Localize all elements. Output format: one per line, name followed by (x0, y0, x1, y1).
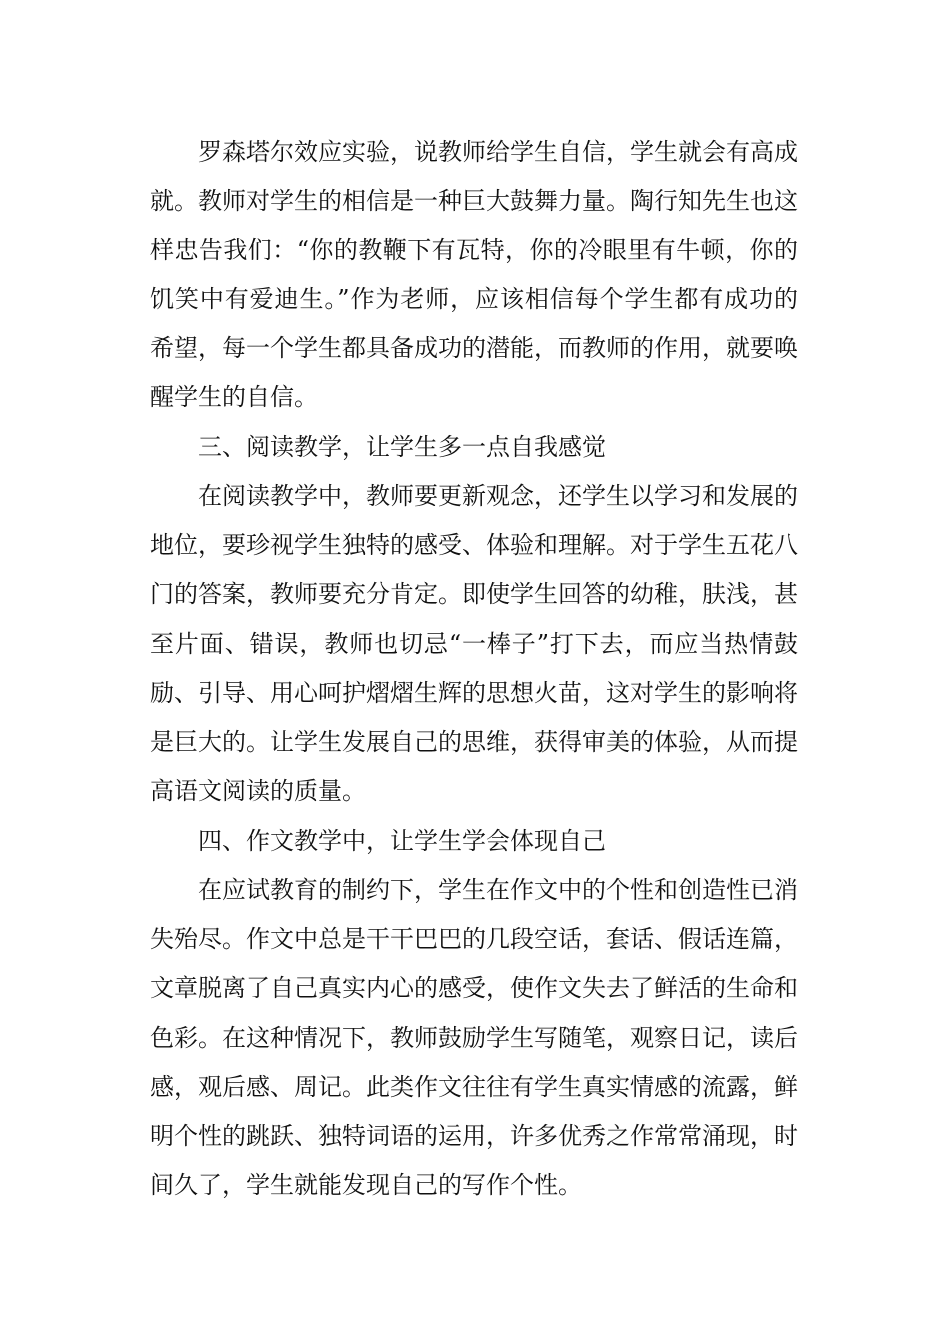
paragraph-line: 醒学生的自信。 (150, 383, 318, 411)
paragraph-line: 希望，每一个学生都具备成功的潜能，而教师的作用，就要唤 (150, 334, 798, 362)
paragraph-line: 样忠告我们：“你的教鞭下有瓦特，你的冷眼里有牛顿，你的 (150, 236, 798, 264)
paragraph-line: 至片面、错误，教师也切忌“一棒子”打下去，而应当热情鼓 (150, 630, 798, 658)
section-heading: 三、阅读教学，让学生多一点自我感觉 (198, 433, 606, 461)
section-heading: 四、作文教学中，让学生学会体现自己 (198, 827, 606, 855)
paragraph-line: 是巨大的。让学生发展自己的思维，获得审美的体验，从而提 (150, 728, 798, 756)
paragraph-line: 色彩。在这种情况下，教师鼓励学生写随笔，观察日记，读后 (150, 1024, 798, 1052)
paragraph-line: 间久了，学生就能发现自己的写作个性。 (150, 1171, 582, 1199)
paragraph-line: 高语文阅读的质量。 (150, 777, 366, 805)
paragraph-line: 明个性的跳跃、独特词语的运用，许多优秀之作常常涌现，时 (150, 1122, 798, 1150)
paragraph-line: 感，观后感、周记。此类作文往往有学生真实情感的流露，鲜 (150, 1073, 798, 1101)
paragraph-line: 励、引导、用心呵护熠熠生辉的思想火苗，这对学生的影响将 (150, 679, 798, 707)
paragraph-line: 在应试教育的制约下，学生在作文中的个性和创造性已消 (198, 876, 798, 904)
paragraph-line: 饥笑中有爱迪生。”作为老师，应该相信每个学生都有成功的 (150, 285, 798, 313)
paragraph-line: 失殆尽。作文中总是干干巴巴的几段空话，套话、假话连篇， (150, 925, 798, 953)
paragraph-line: 就。教师对学生的相信是一种巨大鼓舞力量。陶行知先生也这 (150, 187, 798, 215)
paragraph-line: 在阅读教学中，教师要更新观念，还学生以学习和发展的 (198, 482, 798, 510)
paragraph-line: 地位，要珍视学生独特的感受、体验和理解。对于学生五花八 (150, 531, 798, 559)
paragraph-line: 门的答案，教师要充分肯定。即使学生回答的幼稚，肤浅，甚 (150, 580, 798, 608)
paragraph-line: 罗森塔尔效应实验，说教师给学生自信，学生就会有高成 (198, 138, 798, 166)
paragraph-line: 文章脱离了自己真实内心的感受，使作文失去了鲜活的生命和 (150, 974, 798, 1002)
